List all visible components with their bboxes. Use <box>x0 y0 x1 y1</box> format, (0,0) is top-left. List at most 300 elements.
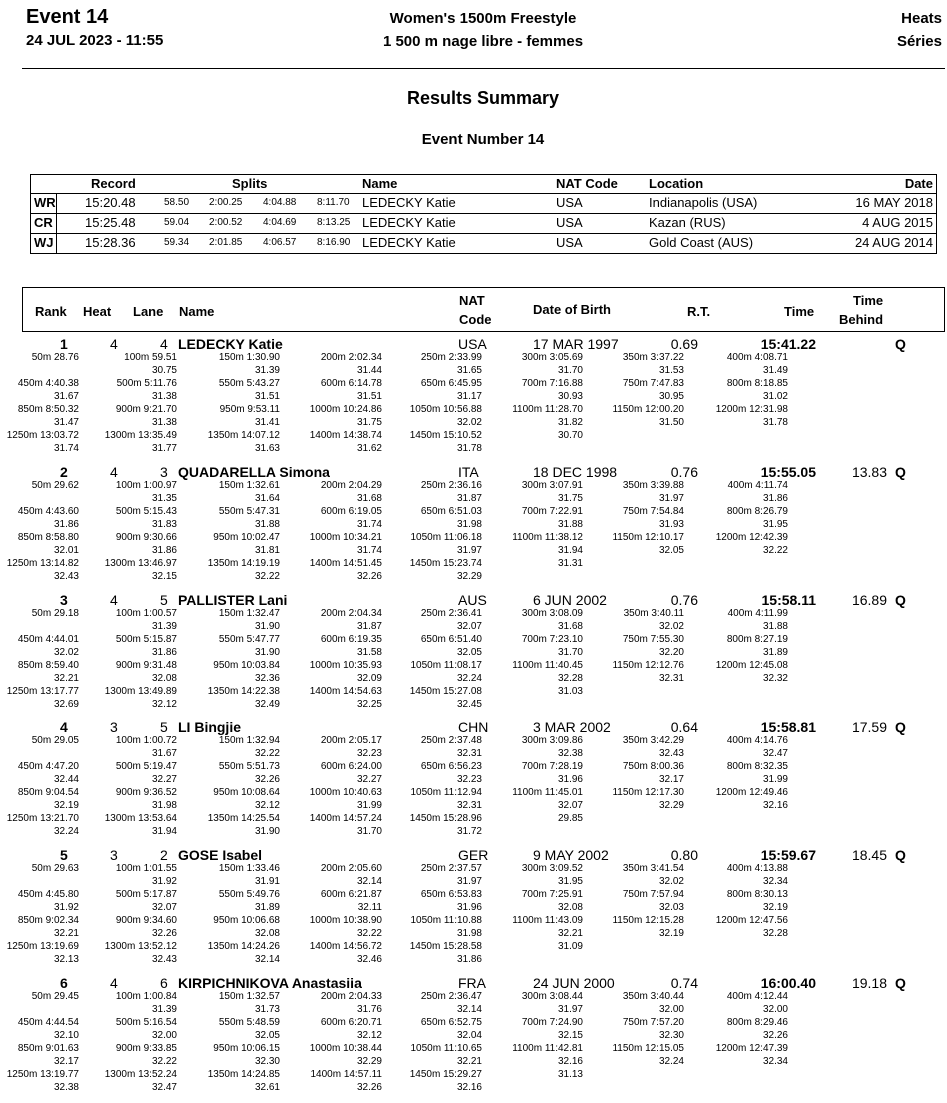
split-distance: 600m <box>320 506 346 517</box>
split-lap: 31.86 <box>456 954 482 965</box>
split-cumulative <box>102 862 177 875</box>
split-cumulative <box>407 786 482 799</box>
col-heat: Heat <box>83 304 112 319</box>
split-cumulative <box>609 760 684 773</box>
split-cell <box>713 990 788 1016</box>
split-time: 6:24.00 <box>348 761 382 772</box>
split-distance: 900m <box>115 404 141 415</box>
split-cell <box>609 377 684 403</box>
split-distance: 1450m <box>409 941 441 952</box>
split-distance: 1100m <box>512 532 543 543</box>
split-cumulative <box>609 990 684 1003</box>
split-lap: 32.12 <box>254 800 280 811</box>
split-distance: 1200m <box>715 404 747 415</box>
record-row <box>31 233 936 254</box>
record-name: LEDECKY Katie <box>362 215 456 230</box>
col-time: Time <box>784 304 815 319</box>
split-time: 6:51.40 <box>448 634 482 645</box>
split-lap: 32.61 <box>254 1082 280 1093</box>
split-time: 8:50.32 <box>45 404 79 415</box>
split-cumulative <box>407 1068 482 1081</box>
split-cell <box>609 734 684 760</box>
split-distance: 300m <box>521 352 547 363</box>
split-lap: 32.21 <box>557 928 583 939</box>
split-cell <box>307 990 382 1016</box>
split-cumulative <box>508 531 583 544</box>
split-cell <box>407 351 482 377</box>
split-row <box>0 403 947 429</box>
split-lap: 32.17 <box>658 774 684 785</box>
split-cell <box>407 531 482 557</box>
split-distance: 650m <box>420 1017 446 1028</box>
split-distance: 1100m <box>512 915 543 926</box>
split-distance: 700m <box>521 761 547 772</box>
split-lap: 31.75 <box>557 493 583 504</box>
split-cumulative <box>508 786 583 799</box>
split-time: 11:38.12 <box>544 532 583 543</box>
split-cell <box>4 351 79 364</box>
record-location: Kazan (RUS) <box>649 215 726 230</box>
split-distance: 800m <box>726 889 752 900</box>
date-of-birth: 6 JUN 2002 <box>533 592 607 608</box>
split-cumulative <box>205 531 280 544</box>
time-behind: 13.83 <box>851 464 887 480</box>
split-lap: 31.51 <box>254 391 280 402</box>
split-distance: 1300m <box>104 558 136 569</box>
split-distance: 1350m <box>207 558 239 569</box>
split-time: 11:28.70 <box>544 404 583 415</box>
date-of-birth: 24 JUN 2000 <box>533 975 615 991</box>
split-cumulative <box>4 812 79 825</box>
split-time: 4:45.80 <box>45 889 79 900</box>
split-cumulative <box>4 786 79 799</box>
split-cell <box>307 633 382 659</box>
split-cumulative <box>4 479 79 492</box>
split-row <box>0 1068 947 1094</box>
split-cumulative <box>4 505 79 518</box>
split-cell <box>4 531 79 557</box>
rank: 1 <box>60 336 68 352</box>
split-time: 1:00.72 <box>143 735 177 746</box>
split-time: 10:38.44 <box>343 1043 382 1054</box>
split-row <box>0 377 947 403</box>
split-cell <box>609 1042 684 1068</box>
split-row <box>0 685 947 711</box>
split-cumulative <box>713 659 788 672</box>
split-cell <box>407 760 482 786</box>
split-cell <box>102 862 177 888</box>
split-lap: 31.58 <box>356 647 382 658</box>
athlete-result <box>0 719 947 847</box>
split-lap: 31.72 <box>456 826 482 837</box>
split-distance: 1450m <box>409 558 441 569</box>
split-cell <box>407 607 482 633</box>
split-time: 6:51.03 <box>448 506 482 517</box>
split-distance: 1450m <box>409 430 441 441</box>
split-time: 6:52.75 <box>448 1017 482 1028</box>
split-time: 2:36.47 <box>448 991 482 1002</box>
split-cell <box>4 862 79 875</box>
event-title <box>0 9 947 52</box>
split-cell <box>205 862 280 888</box>
split-time: 13:03.72 <box>40 430 79 441</box>
split-lap: 31.38 <box>151 417 177 428</box>
split-lap: 31.64 <box>254 493 280 504</box>
split-distance: 1100m <box>512 787 543 798</box>
split-time: 12:47.56 <box>749 915 788 926</box>
final-time: 15:59.67 <box>760 847 816 863</box>
split-cell <box>407 862 482 888</box>
split-lap: 32.22 <box>356 928 382 939</box>
split-time: 13:53.64 <box>138 813 177 824</box>
record-type: CR <box>34 215 53 230</box>
split-time: 3:05.69 <box>549 352 583 363</box>
record-time: 15:20.48 <box>85 195 136 210</box>
split-cell <box>713 403 788 429</box>
split-time: 3:08.09 <box>549 608 583 619</box>
split-distance: 100m <box>115 480 141 491</box>
record-name: LEDECKY Katie <box>362 235 456 250</box>
split-cumulative <box>407 479 482 492</box>
split-lap: 32.29 <box>356 1056 382 1067</box>
split-cumulative <box>609 351 684 364</box>
split-lap: 31.62 <box>356 443 382 454</box>
split-distance: 600m <box>320 634 346 645</box>
split-distance: 650m <box>420 889 446 900</box>
split-time: 12:31.98 <box>749 404 788 415</box>
split-distance: 1400m <box>309 813 341 824</box>
split-distance: 350m <box>622 735 648 746</box>
split-distance: 300m <box>521 863 547 874</box>
record-date: 16 MAY 2018 <box>855 195 933 210</box>
split-lap: 32.04 <box>456 1030 482 1041</box>
split-cumulative <box>407 1016 482 1029</box>
split-lap: 32.05 <box>456 647 482 658</box>
split-cell <box>307 914 382 940</box>
athlete-result <box>0 847 947 975</box>
split-lap: 32.08 <box>151 673 177 684</box>
split-cell <box>102 760 177 786</box>
split-distance: 1150m <box>612 404 643 415</box>
split-time: 13:49.89 <box>138 686 177 697</box>
split-cumulative <box>307 760 382 773</box>
heat: 3 <box>110 719 118 735</box>
reaction-time: 0.76 <box>670 464 698 480</box>
split-time: 7:22.91 <box>549 506 583 517</box>
split-cumulative <box>407 862 482 875</box>
split-time: 1:32.94 <box>246 735 280 746</box>
split-distance: 250m <box>420 608 446 619</box>
split-cumulative <box>508 377 583 390</box>
split-cell <box>205 659 280 685</box>
split-cumulative <box>102 607 177 620</box>
record-date: 24 AUG 2014 <box>854 235 933 250</box>
split-time: 11:10.65 <box>443 1043 482 1054</box>
split-lap: 31.90 <box>254 621 280 632</box>
split-time: 13:46.97 <box>138 558 177 569</box>
split-distance: 1250m <box>6 1069 38 1080</box>
split-cumulative <box>307 377 382 390</box>
split-time: 12:00.20 <box>645 404 684 415</box>
split-time: 14:24.26 <box>241 941 280 952</box>
split-cell <box>4 940 79 966</box>
split-time: 8:26.79 <box>754 506 788 517</box>
split-time: 5:47.31 <box>246 506 280 517</box>
split-distance: 200m <box>320 735 346 746</box>
split-distance: 250m <box>420 735 446 746</box>
split-cumulative <box>508 990 583 1003</box>
athlete-name: PALLISTER Lani <box>178 592 288 608</box>
split-cell <box>713 1042 788 1068</box>
split-distance: 1100m <box>512 404 543 415</box>
split-distance: 1350m <box>207 1069 239 1080</box>
split-cell <box>205 633 280 659</box>
rank: 6 <box>60 975 68 991</box>
split-lap: 32.20 <box>658 647 684 658</box>
split-distance: 50m <box>31 991 52 1002</box>
split-lap: 31.90 <box>254 647 280 658</box>
split-distance: 900m <box>115 787 141 798</box>
split-time: 13:52.24 <box>138 1069 177 1080</box>
split-cumulative <box>205 734 280 747</box>
split-cumulative <box>205 1042 280 1055</box>
split-distance: 700m <box>521 506 547 517</box>
split-cumulative <box>407 990 482 1003</box>
records-header-nat: NAT Code <box>556 176 618 191</box>
split-cell <box>307 786 382 812</box>
split-cumulative <box>102 734 177 747</box>
split-time: 13:19.77 <box>40 1069 79 1080</box>
split-cumulative <box>4 1016 79 1029</box>
split-distance: 50m <box>31 352 52 363</box>
split-cell <box>508 659 583 685</box>
split-lap: 32.28 <box>762 928 788 939</box>
split-time: 3:39.88 <box>650 480 684 491</box>
split-time: 10:34.21 <box>343 532 382 543</box>
split-lap: 32.32 <box>762 673 788 684</box>
split-cell <box>713 1016 788 1042</box>
split-distance: 450m <box>17 761 43 772</box>
split-cumulative <box>713 862 788 875</box>
split-time: 2:37.57 <box>448 863 482 874</box>
split-distance: 550m <box>218 506 244 517</box>
split-lap: 31.93 <box>658 519 684 530</box>
split-distance: 600m <box>320 761 346 772</box>
split-lap: 32.12 <box>356 1030 382 1041</box>
split-cumulative <box>205 914 280 927</box>
split-distance: 500m <box>115 506 141 517</box>
split-lap: 32.34 <box>762 1056 788 1067</box>
nat-code: AUS <box>458 592 487 608</box>
split-time: 14:51.45 <box>343 558 382 569</box>
split-lap: 31.67 <box>53 391 79 402</box>
split-cumulative <box>508 607 583 620</box>
split-time: 6:56.23 <box>448 761 482 772</box>
split-cell <box>609 888 684 914</box>
split-distance: 400m <box>727 608 753 619</box>
split-lap: 32.02 <box>658 876 684 887</box>
record-nat: USA <box>556 235 583 250</box>
split-lap: 31.98 <box>456 519 482 530</box>
split-lap: 32.23 <box>356 748 382 759</box>
split-lap: 31.92 <box>53 902 79 913</box>
split-time: 14:19.19 <box>241 558 280 569</box>
split-time: 7:28.19 <box>549 761 583 772</box>
split-lap: 31.38 <box>151 391 177 402</box>
split-cell <box>307 505 382 531</box>
split-cumulative <box>407 914 482 927</box>
split-cell <box>4 479 79 492</box>
split-time: 11:45.01 <box>544 787 583 798</box>
split-distance: 150m <box>218 608 244 619</box>
split-cell <box>508 914 583 940</box>
split-time: 10:38.90 <box>343 915 382 926</box>
split-time: 10:03.84 <box>241 660 280 671</box>
split-distance: 350m <box>622 352 648 363</box>
split-distance: 900m <box>115 660 141 671</box>
split-lap: 31.51 <box>356 391 382 402</box>
split-lap: 31.96 <box>557 774 583 785</box>
athlete-name: LI Bingjie <box>178 719 241 735</box>
split-cumulative <box>205 557 280 570</box>
split-cumulative <box>508 633 583 646</box>
split-cell <box>205 940 280 966</box>
split-time: 6:53.83 <box>448 889 482 900</box>
split-cell <box>713 607 788 633</box>
split-lap: 31.47 <box>53 417 79 428</box>
split-distance: 1350m <box>207 813 239 824</box>
heat: 4 <box>110 336 118 352</box>
split-cell <box>508 479 583 505</box>
record-split: 4:04.88 <box>263 197 297 208</box>
split-cell <box>307 403 382 429</box>
split-cell <box>713 505 788 531</box>
split-cumulative <box>609 1016 684 1029</box>
split-lap: 32.19 <box>658 928 684 939</box>
split-cumulative <box>407 633 482 646</box>
split-time: 12:42.39 <box>749 532 788 543</box>
split-cumulative <box>508 862 583 875</box>
split-lap: 31.73 <box>254 1004 280 1015</box>
record-split: 4:04.69 <box>263 217 297 228</box>
split-distance: 900m <box>115 532 141 543</box>
split-cumulative <box>407 685 482 698</box>
split-cell <box>609 914 684 940</box>
split-cell <box>609 633 684 659</box>
split-time: 9:21.70 <box>143 404 177 415</box>
split-distance: 650m <box>420 506 446 517</box>
split-distance: 1000m <box>309 787 341 798</box>
athlete-name: GOSE Isabel <box>178 847 263 863</box>
split-row <box>0 862 947 888</box>
split-cumulative <box>609 633 684 646</box>
split-time: 3:40.11 <box>651 608 684 619</box>
split-cell <box>102 531 177 557</box>
split-time: 4:43.60 <box>45 506 79 517</box>
split-cumulative <box>307 659 382 672</box>
athlete-result <box>0 464 947 592</box>
split-time: 15:23.74 <box>443 558 482 569</box>
split-lap: 32.02 <box>658 621 684 632</box>
split-lap: 32.29 <box>456 571 482 582</box>
split-cell <box>609 531 684 557</box>
split-cumulative <box>713 403 788 416</box>
split-distance: 650m <box>420 634 446 645</box>
split-cumulative <box>102 479 177 492</box>
split-cumulative <box>307 990 382 1003</box>
split-time: 2:36.16 <box>448 480 482 491</box>
split-cumulative <box>307 1042 382 1055</box>
split-distance: 550m <box>218 889 244 900</box>
split-cumulative <box>205 479 280 492</box>
nat-code: FRA <box>458 975 486 991</box>
results-header <box>22 287 945 332</box>
split-time: 10:56.88 <box>443 404 482 415</box>
split-row <box>0 888 947 914</box>
split-cell <box>508 531 583 557</box>
split-lap: 32.14 <box>456 1004 482 1015</box>
split-cumulative <box>407 351 482 364</box>
split-lap: 31.76 <box>356 1004 382 1015</box>
split-lap: 31.87 <box>356 621 382 632</box>
split-lap: 32.11 <box>357 902 382 913</box>
split-time: 3:08.44 <box>549 991 583 1002</box>
split-time: 9:30.66 <box>143 532 177 543</box>
split-cumulative <box>307 351 382 364</box>
split-cell <box>307 812 382 838</box>
split-cumulative <box>205 940 280 953</box>
phase-en: Heats <box>901 10 942 27</box>
split-cumulative <box>102 1042 177 1055</box>
split-distance: 150m <box>218 352 244 363</box>
split-cell <box>609 403 684 429</box>
split-distance: 400m <box>726 735 752 746</box>
heat: 3 <box>110 847 118 863</box>
split-lap: 32.21 <box>456 1056 482 1067</box>
split-distance: 1450m <box>409 686 441 697</box>
split-time: 7:23.10 <box>549 634 583 645</box>
split-lap: 32.31 <box>456 800 482 811</box>
split-cell <box>609 862 684 888</box>
split-distance: 300m <box>521 608 547 619</box>
split-time: 5:17.87 <box>143 889 177 900</box>
split-lap: 32.15 <box>557 1030 583 1041</box>
split-time: 4:12.44 <box>754 991 788 1002</box>
split-distance: 800m <box>726 506 752 517</box>
split-cell <box>102 403 177 429</box>
split-cell <box>307 659 382 685</box>
split-lap: 32.47 <box>762 748 788 759</box>
split-lap: 31.91 <box>254 876 280 887</box>
split-lap: 32.03 <box>658 902 684 913</box>
split-time: 14:54.63 <box>343 686 382 697</box>
split-distance: 600m <box>320 1017 346 1028</box>
split-time: 10:06.68 <box>241 915 280 926</box>
col-nat-2: Code <box>459 312 492 327</box>
split-cell <box>713 633 788 659</box>
split-lap: 32.14 <box>356 876 382 887</box>
split-cell <box>4 1016 79 1042</box>
split-time: 8:27.19 <box>754 634 788 645</box>
split-time: 11:42.81 <box>544 1043 583 1054</box>
split-cumulative <box>205 403 280 416</box>
split-cell <box>102 633 177 659</box>
split-cumulative <box>407 812 482 825</box>
split-time: 14:38.74 <box>343 430 382 441</box>
split-cell <box>407 888 482 914</box>
split-distance: 1200m <box>715 787 747 798</box>
split-cumulative <box>102 351 177 364</box>
